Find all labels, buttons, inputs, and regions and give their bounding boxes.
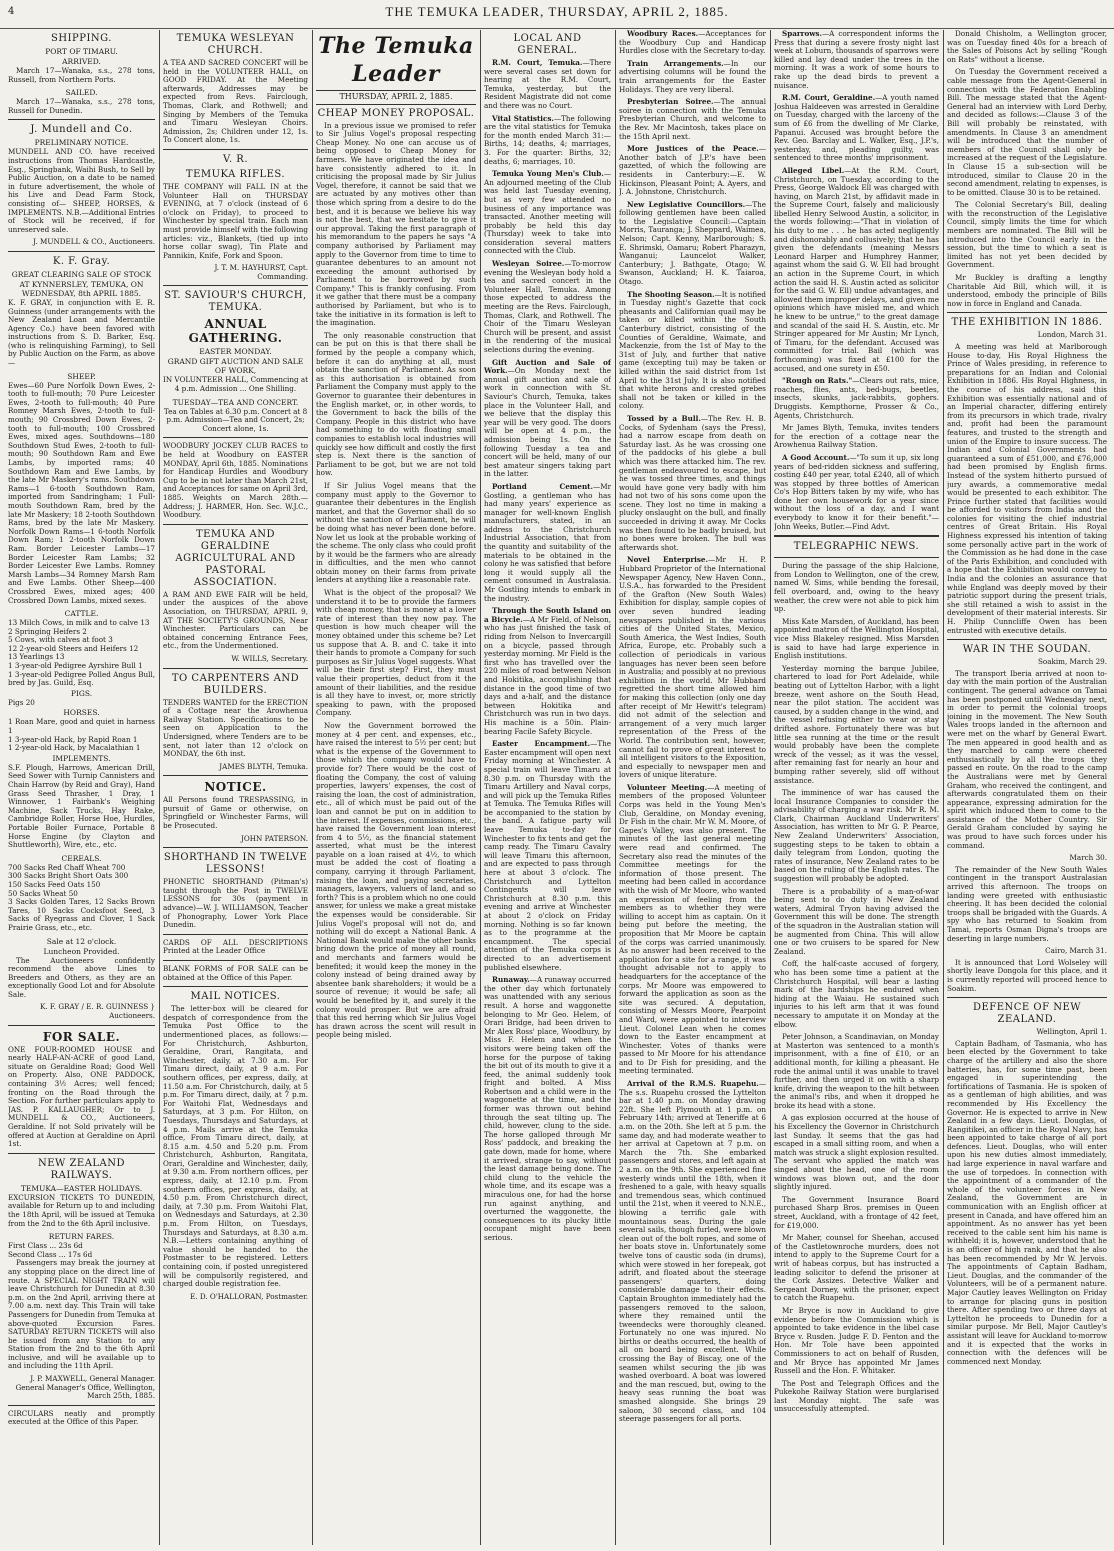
news-item: [774, 30, 939, 90]
divider: [163, 668, 308, 669]
pigs-line: Pigs 20: [8, 697, 35, 707]
cereals-line: 700 Sacks Red Chaff Wheat 700: [8, 862, 126, 872]
news-text: —It is notified in Tuesday night's Gazette that cock pheasants and Californian quail may be taken or killed within the South Canterbury district, consisting of the Counties of Geraldine, Waimate, and Mackenzie, from the 1st of May to the 31st of July, and further that native game (excepting tui) may be taken or killed within the said district from 1st April to the 31st July. It is also notified that white herons and crested grebes shall not be taken or killed in the colony.: [619, 289, 766, 411]
divider: [163, 986, 308, 987]
news-lead: Gift Auction and Sale of Work.: [484, 357, 611, 376]
wesleyan-text: A TEA AND SACRED CONCERT will be held in the VOLUNTEER HALL, on GOOD FRIDAY. At the Meeting afterwards, Addresses may be expected from Revs. Fairclough, Thomas, Clark, and Rothwell; and Singing by Members of the Temuka and Timaru Wesleyan Choirs. Admission, 2s; Children under 12, 1s. To Concert alone, 1s.: [163, 58, 308, 145]
shorthand-heading: SHORTHAND IN TWELVE LESSONS!: [163, 852, 308, 876]
gift-auction-heading: GRAND GIFT AUCTION AND SALE OF WORK,: [167, 357, 304, 376]
news-item: [619, 60, 766, 94]
agricultural-text: A RAM AND EWE FAIR will be held, under the auspices of the above Association, on THURSDAY, APRIL 9, AT THE SOCIETY'S GROUNDS, Near Winchester. Particulars can be obtained concerning Entrance Fees, etc., from the Undermentioned.: [163, 589, 308, 651]
news-lead: Through the South Island on a Bicycle.: [484, 606, 611, 624]
divider: [163, 960, 308, 961]
news-lead: More Justices of the Peace.: [627, 144, 759, 154]
news-text: —The following are the vital statistics for Temuka for the month ended March 31:—Births, 14; deaths, 4; marriages, 3. For the quarter: Births, 32; deaths, 6; marriages, 10.: [484, 113, 611, 166]
news-text: —On Monday next the annual gift auction and sale of work in connection with St. Saviour's Church, Temuka, takes place in the Volunteer Hall, and we believe that the display this year will be very good. The doors will be open at 4 p.m., the admission being 1s. On the following Tuesday a tea and concert will be held, many of our best amateur singers taking part in the latter.: [484, 366, 611, 479]
issue-date: THURSDAY, APRIL 2, 1885.: [316, 90, 476, 105]
divider: [774, 535, 939, 537]
telegraphic-item: Coff, the half-caste accused of forgery, who has been some time a patient at the Christchurch Hospital, will bear a lasting mark of the hardships he endured when hiding at the Waiau. He sustained such injuries to his left arm that it was found necessary to amputate it on Monday at the elbow.: [774, 959, 939, 1029]
editorial-paragraph: What is the object of the proposal? We understand it to be to provide the farmers with cheap money, that is money at a lower rate of interest than they now pay. The question is how much cheaper will the money obtained under this scheme be? Let us suppose that A. B. and C. take it into their hands to promote a Company for such purposes as Sir Julius Vogel suggests. What will be their first step? First, they must value their properties, deduct from it the amount of their liabilities, and the residue is all they have to invest, or, more strictly speaking to pawn, with the proposed Company.: [316, 588, 476, 718]
defence-dateline: Wellington, April 1.: [1036, 1027, 1107, 1037]
exhibition-heading: THE EXHIBITION IN 1886.: [951, 317, 1103, 329]
war-dateline: Soakim, March 29.: [1037, 657, 1107, 667]
gray-heading: K. F. Gray.: [52, 255, 111, 267]
column-rule: [943, 30, 944, 1545]
news-text: —The Easter encampment will open next Friday morning at Winchester. A special train will leave Timaru at 8.30 p.m. on Thursday with the Timaru Artillery and Naval corps, and will pick up the Temuka Rifles at Temuka. The Temuka Rifles will be accompanied to the station by the band. A fatigue party will leave Temuka to-day for Winchester to fix tents and get the camp ready. The Timaru Cavalry will leave Timaru this afternoon, and are expected to pass through here at about 3 o'clock. The Christchurch and Lyttelton Contingents will leave Christchurch at 8.30 p.m. this evening and arrive at Winchester at about 2 o'clock on Friday morning. Nothing is so far known as to the programme at the encampment. The special attention of the Temuka corps is directed to an advertisement published elsewhere.: [484, 739, 611, 972]
news-text: —At the R.M. Court, Christchurch, on Tuesday, according to the Press, George Waldock Ell was charged with having, on March 21st, by affidavit made in the Supreme Court, falsely and maliciously libelled Henry Selwood Austin, a solicitor, in the words following:—"That in violation of his duty to me . . . he has acted negligently and dishonorably and collusively; that he has given the defendants (meaning Messrs Leonard Harper and Humphrey Hanmer, against whom the said G. W. Ell had brought an action in the Supreme Court, in which action the said H. S. Austin acted as solicitor for the said G. W. Ell) undue advantages, and allowed them improper delays, and given me opinions which have misled me, and which he knew to be untrue," to the great damage and scandal of the said H. S. Austin, etc. Mr Stringer appeared for Mr Austin; Mr Lynch, of Timaru, for the defendant. Accused was committed for trial. Bail (which was forthcoming) was fixed at £100 for the accused, and one surety in £50.: [774, 165, 939, 373]
divider: [8, 1025, 155, 1026]
telegraphic-item: Mr Bryce is now in Auckland to give evidence before the Commission which is appointed to take evidence in the libel case Bryce v. Rusden. Judge F. D. Fenton and the Hon. Mr Tole have been appointed Commissioners to act on behalf of Rusden, and Mr Bryce has appointed Mr James Russell and the Hon. F. Whitaker.: [774, 1305, 939, 1376]
horses-heading: HORSES.: [63, 708, 100, 718]
divider: [163, 934, 308, 935]
news-lead: Temuka Young Men's Club.: [492, 169, 604, 179]
editorial-paragraph: Now the Government borrowed the money at 4 per cent. and expenses, etc., have raised the interest to 5½ per cent; but what is the expense of the Government to those which the company would have to provide for? There would be the cost of floating the Company, the cost of valuing properties, lawyers' expenses, the cost of raising the loan, the cost of administration, etc., all of which must be paid out of the loan and cannot be put on in addition to the interest. If expenses, commissions, etc., have raised the Government loan interest from 4 to 5½, as the financial statement asserted, what must be the interest payable on a loan raised at 4½, to which must be added the cost of floating a company, carrying it through Parliament, raising the loan, and paying secretaries, managers, lawyers, valuers of land, and so forth? This is a problem which no one could answer, for unless we make a great mistake the expenses would be considerable. Sir Julius Vogel's proposal will not do, and nothing will do except a National Bank. A National Bank would make the other banks bring down the price of money all round, and merchants and farmers would be benefited; it would keep the money in the colony instead of being drained away by absentee bank shareholders; it would be a source of revenue; it would be safe; all would be benefited by it, and surely it the colony would prosper. But we are afraid that this red herring which Sir Julius Vogel has drawn across the scent will result in people being misled.: [316, 720, 476, 1040]
local-general-heading: LOCAL AND GENERAL.: [513, 33, 582, 56]
fares-heading: RETURN FARES.: [48, 1232, 115, 1242]
exhibition-dateline: London, March 31.: [1037, 330, 1107, 340]
prelim-heading: PRELIMINARY NOTICE.: [34, 138, 129, 148]
agricultural-signature: W. WILLS, Secretary.: [231, 653, 308, 663]
telegraphic-item: There is a probability of a man-of-war being sent to do duty in New Zealand waters, Admiral Tryon having advised the Government this will be done. The strength of the squadron in the Australian station will be augmented from China. This will allow one or two cruisers to be spared for New Zealand.: [774, 886, 939, 956]
news-item: [619, 201, 766, 287]
news-item: [619, 784, 766, 1076]
news-text: —A Mr Field, of Nelson, who has just finished the task of riding from Nelson to Invercargill on a bicycle, passed through yesterday morning. Mr Field is the first who has travelled over the 220 miles of road between Nelson and Hokitika, accomplishing that distance in the good time of two days and a-half, and the distance between Hokitika and Christchurch was run in two days. His machine is a 50in. Plain-bearing Facile Safety Bicycle.: [484, 614, 611, 736]
telegraphic-item: During the passage of the ship Halcione, from London to Wellington, one of the crew, named W. Sims, while bending the foresail, fell overboard, and, owing to the heavy weather, the crew were not able to pick him up.: [774, 561, 939, 614]
sheep-text: Ewes—60 Pure Norfolk Down Ewes, 2-tooth to full-mouth; 70 Pure Leicester Ewes, 2-tooth to full-mouth; 40 Pure Romney Marsh Ewes, 2-tooth to full-mouth; 90 Crossbred Down Ewes, 2-tooth to full-mouth; 100 Crossbred Ewes, mixed ages. Southdowns—180 Southdown Stud Ewes, 2-tooth to full-mouth; 90 Southdown Ram and Ewe Lambs, by imported rams; 40 Southdown Ram and Ewe Lambs, by the late Mr Maskery's rams. Southdown Rams—1 6-tooth Southdown Ram, imported from Sandringham; 1 Full-mouth Southdown Ram, bred by the late Mr Maskery; 18 2-tooth Southdown Rams, bred by the late Mr Maskery. Norfolk Down Rams—1 6-tooth Norfolk Down Ram; 1 2-tooth Norfolk Down Ram. Border Leicester Lambs—17 Border Leicester Ram Lambs; 32 Border Leicester Ewe Lambs. Romney Marsh Lambs—34 Romney Marsh Ram and Ewe Lambs. Other Sheep—400 Crossbred Ewes, mixed ages; 400 Crossbred Down Lambs, mixed sexes.: [8, 380, 155, 605]
horses-line: 1 2-year-old Hack, by Macalathian 1: [8, 743, 141, 753]
news-lead: R.M. Court, Temuka.: [492, 58, 583, 67]
news-text: —To-morrow evening the Wesleyan body hold a tea and sacred concert in the Volunteer Hall, Temuka. Among those expected to address the meeting are the Revs. Fairclough, Thomas, Clark, and Rothwell. The Choir of the Timaru Wesleyan Church will be present, and assist in the rendering of the musical selections during the evening.: [484, 259, 611, 354]
mail-signature: E. D. O'HALLORAN, Postmaster.: [190, 1291, 308, 1301]
page-number: 4: [8, 6, 15, 17]
news-lead: A Good Account.: [782, 452, 850, 462]
news-lead: Sparrows.: [782, 30, 822, 38]
circulars-notice: CIRCULARS neatly and promptly executed at the Office of this Paper.: [8, 1408, 155, 1427]
divider: [163, 437, 308, 438]
cereals-text: 3 Sacks Golden Tares, 12 Sacks Brown Tares, 10 Sacks Cocksfoot Seed, 3 Sacks of Ryegrass and Clover, 1 Sack Prairie Grass, etc., etc.: [8, 897, 155, 932]
clearing-at: AT KYNNERSLEY, TEMUKA, ON WEDNESDAY, 8th APRIL 1885.: [19, 279, 144, 298]
news-item: [484, 115, 611, 167]
news-text: —A correspondent informs the Press that during a severe frosty night last week at Loburn, thousands of sparrows were killed and lay dead under the trees in the morning. It was a work of some hours to rake up the dead birds to prevent a nuisance.: [774, 30, 939, 90]
column-5-local-news: [619, 30, 766, 1545]
railways-subheading: TEMUKA—EASTER HOLIDAYS.: [20, 1183, 143, 1193]
editorial-paragraph: If Sir Julius Vogel means that the company must apply to the Governor to guarantee their debentures in the English market, and that the Governor shall do so without the sanction of Parliament, he will be doing what has never been done before. Now let us look at the probable working of the scheme. The only class who could profit by it would be the farmers who are already in difficulties, and the men who cannot obtain money on their farms from private lenders at anything like a reasonable rate.: [316, 480, 476, 585]
exhibition-text: A meeting was held at Marlborough House to-day, His Royal Highness the Prince of Wales presiding, in reference to preparations for an Indian and Colonial Exhibition in 1886. His Royal Highness, in the course of his address, said this Exhibition was essentially national and of an Imperial character, differing entirely from its precursors in which trade, rivalry and, profit had been the paramount features, and trusted to the strength and union of the Empire to insure success. The Indian and Colonial Governments had guaranteed a sum of £51,000, and £76,000 had been promised by English firms. Instead of the system hitherto pursued of jury awards, a commemorative medal would be presented to each exhibitor. The Prince further stated that facilities would be afforded to visitors from India and the colonies for visiting the chief industrial centres of Great Britain. His Royal Highness expressed his intention of taking some personally active part in the work of the Commission as he had done in the case of the Paris Exhibition, and concluded with a hope that the Exhibition would convey to India and the colonies an assurance that while England was deeply moved by their patriotic support during the present trials, she still retained a wish to assist in the development of their material interests. Sir H. Philip Cunncliffe Owen has been entrusted with executive details.: [947, 342, 1107, 635]
news-text: —A youth named Joshua Haldeeven was arrested in Geraldine on Tuesday, charged with the larceny of the sum of £6 from the dwelling of Mr Clarke, Papanui. Accused was brought before the Rev. Geo. Barclay and L. Walker, Esq., J.P.'s, yesterday, and, pleading guilty, was sentenced to three months' imprisonment.: [774, 93, 939, 163]
news-text: —Mr Gostling, a gentleman who has had many years' experience as manager for well-known English manufacturers, stated, in an address to the Christchurch Industrial Association, that from the quantity and suitability of the materials to be obtained in the colony he was satisfied that before long it would supply all the cement consumed in Australasia. Mr Gostling intends to embark in the industry.: [484, 481, 611, 603]
divider: [8, 1153, 155, 1154]
telegraphic-heading: TELEGRAPHIC NEWS.: [793, 541, 920, 553]
mundell-heading: J. Mundell and Co.: [30, 124, 133, 136]
news-lead: New Legislative Councillors.: [627, 199, 746, 209]
running-head: [0, 0, 1114, 29]
news-lead: Volunteer Meeting.: [627, 782, 708, 792]
news-item: [484, 740, 611, 972]
cattle-line: 1 3-year-old Pedigree Polled Angus Bull, bred by Jas. Guild, Esq.: [8, 669, 155, 688]
newspaper-nameplate: The Temuka Leader: [318, 33, 474, 87]
notice-signature: JOHN PATERSON.: [241, 833, 308, 843]
pigs-heading: PIGS.: [70, 688, 93, 698]
news-text: —There were several cases set down for hearing at the R.M. Court, Temuka, yesterday, but the Resident Magistrate did not come and there was no Court.: [484, 58, 611, 110]
war-text: The remainder of the New South Wales contingent in the transport Australasian arrived this afternoon. The troops on landing were greeted with enthusiastic cheering. It has been decided the colonial troops shall be brigaded with the Guards. A spy who has returned to Soakim from Tamai, reports Osman Digna's troops are deserting in large numbers.: [947, 864, 1107, 943]
railways-text-2: Passengers may break the journey at any stopping place on the direct line of route. A SPECIAL NIGHT TRAIN will leave Christchurch for Dunedin at 8.30 p.m. on the 2nd April, arriving there at 7.00 a.m. next day. This Train will take Passengers for Dunedin from Temuka at above-quoted Excursion Fares. SATURDAY RETURN TICKETS will also be issued from any Station to any Station from the 2nd to the 6th April inclusive, and will be available up to and including the 11th April.: [8, 1258, 155, 1371]
column-7-news: [947, 30, 1107, 1545]
telegraphic-item: Mr Maher, counsel for Sheehan, accused of the Castletownroche murders, does not intend to apply to the Supreme Court for a writ of habeas corpus, but has instructed a leading solicitor to defend the prisoner at the Cork Assizes. Detective Walker and Sergeant Dorney, with the prisoner, expect to catch the Ruapehu.: [774, 1233, 939, 1303]
builders-signature: JAMES BLYTH, Temuka.: [219, 761, 308, 771]
fare-line: First Class ... 23s 6d: [8, 1241, 83, 1251]
tea-concert-text: Tea on Tables at 6.30 p.m. Concert at 8 p.m. Admission—Tea and Concert, 2s; Concert alone, 1s.: [163, 406, 308, 433]
column-rule: [615, 30, 616, 1545]
port-heading: PORT OF TIMARU.: [45, 47, 118, 56]
cereals-line: 300 Sacks Bright Short Oats 300: [8, 871, 129, 881]
news-text: —A runaway occurred the other day which fortunately was unattended with any serious result. A horse and waggonette belonging to Mr Geo. Helem, of Orari Bridge, had been driven to Mr Alex Ross' place, Woodbury, by Miss F. Helem and when the visitors were being taken off the horse for the purpose of taking the bit out of its mouth to give it a feed, the animal suddenly took fright and bolted. A Miss Robertson and a child were in the waggonette at the time, and the former was thrown out behind through the seat tilting up. The child, however, clung to the side. The horse galloped through Mr Ross' paddock, and breaking the gate down, made for home, where it arrived, strange to say, without the least damage being done. The child clung to the vehicle the whole time, and its escape was a miraculous one, for had the horse run against anything, and overturned the waggonette, the consequences to its plucky little occupant might have been serious.: [484, 975, 611, 1242]
war-dateline: Cairo, March 31.: [1045, 946, 1107, 956]
implements-text: S.F. Plough, Harrows, American Drill, Seed Sower with Turnip Cannisters and Chain Harrow (by Reid and Gray), Hand Grass Seed Thrasher, 1 Dray, 1 Winnower, 1 Fairbank's Weighing Machine, Sack Trucks, Hay Rake, Cambridge Roller, Horse Hoe, Hurdles, Portable Boiler Furnace, Portable 8 Horse Engine (by Clayton and Shuttleworth), Wire, etc., etc.: [8, 762, 155, 850]
news-item: [484, 976, 611, 1242]
news-item: [484, 59, 611, 111]
recommend-text: The Auctioneers confidently recommend the above Lines to Breeders and Others, as they are an exceptionally Good Lot and for Absolute Sale.: [8, 955, 155, 999]
cattle-line: 13 Yearlings 13: [8, 652, 65, 662]
cereals-heading: CEREALS.: [61, 853, 102, 863]
news-item: [774, 377, 939, 420]
editorial-heading: CHEAP MONEY PROPOSAL.: [317, 107, 475, 119]
news-text: —The Rev. H. B. Cocks, of Sydenham (says the Press), had a narrow escape from death on Saturday last. As he was crossing one of the paddocks of his glebe a bull which was there attacked him. The rev. gentleman endeavoured to escape, but he was tossed three times, and things would have gone very badly with him had not two of his sons come upon the scene. They lost no time in making a plucky onslaught on the bull, and finally succeeded in driving it away. Mr Cocks was then found to be badly bruised, but no bones were broken. The bull was afterwards shot.: [619, 413, 766, 552]
cattle-line: 12 2-year-old Steers and Heifers 12: [8, 643, 139, 653]
rifles-signature: J. T. M. HAYHURST, Capt. Commanding.: [214, 263, 308, 281]
news-paragraph: Mr Buckley is drafting a lengthy Charitable Aid Bill, which will, it is understood, embody the principle of Bills now in force in England and Canada.: [947, 273, 1107, 308]
news-paragraph: On Tuesday the Government received a cable message from the Agent-General in connection with the Federation Enabling Bill. The message stated that the Agent-General had an interview with Lord Derby, and decided as follows:—Clause 3 of the Bill will probably be reinstated, with amendments. In Clause 3 an amendment will be introduced that the number of members of the Council shall only be increased at the request of the Legislature. In Clause 15 a sub-section will be introduced, similar to Clause 20 in the second amendment, relating to expenses, is to be omitted. Clause 30 is to be retained.: [947, 67, 1107, 197]
prelim-text: MUNDELL AND CO. have received instructions from Thomas Hardcastle, Esq., Springbank, Waihi Bush, to Sell by Public Auction, on a date to be named in future advertisement, the whole of his Live and Dead Farm Stock, consisting of— SHEEP, HORSES, & IMPLEMENTS. N.B.—Additional Entries of Stock will be received, if for unreserved sale.: [8, 147, 155, 234]
sailed-heading: SAILED.: [65, 88, 98, 98]
divider: [163, 524, 308, 525]
clearing-heading: GREAT CLEARING SALE OF STOCK: [11, 269, 152, 279]
cereals-line: 150 Sacks Feed Oats 150: [8, 879, 101, 889]
war-text: The transport Iberia arrived at noon to-day with the main portion of the Australian contingent. The general advance on Tamai has been postponed until Wednesday next, in order to permit the colonial troops joining in the movement. The New South Wales troops landed in the afternoon and were met on the wharf by General Ewart. The men appeared in good health and as they marched to camp were cheered enthusiastically by all the troops they passed en route. On the road to the camp the Australians were met by General Graham, who received the contingent, and afterwards congratulated them on their appearance, expressing admiration for the spirit which induced them to come to the assistance of the Mother Country. Sir Gerald Graham concluded by saying he was proud to have such forces under his command.: [947, 668, 1107, 850]
shorthand-text: PHONETIC SHORTHAND (Pitman's) taught through the Post in TWELVE LESSONS for 30s (payment in advance)—W. J. WILLIAMSON, Teacher of Phonography, Lower York Place Dunedin.: [163, 877, 308, 930]
column-rule: [480, 30, 481, 1545]
column-rule: [312, 30, 313, 1545]
divider: [8, 1405, 155, 1406]
news-lead: Wesleyan Soiree.: [492, 259, 565, 269]
column-4-local-news: [484, 30, 611, 1545]
news-lead: Alleged Libel.: [782, 165, 845, 175]
prelim-signature: J. MUNDELL & CO., Auctioneers.: [33, 237, 155, 247]
divider: [947, 312, 1107, 313]
divider: [163, 285, 308, 286]
defence-heading: DEFENCE OF NEW ZEALAND.: [972, 1002, 1082, 1026]
implements-heading: IMPLEMENTS.: [52, 753, 111, 763]
news-item: [484, 359, 611, 479]
war-text: It is announced that Lord Wolseley will shortly leave Dongola for this place, and it is currently reported will proceed hence to Soakim.: [947, 957, 1107, 993]
cattle-line: 1 3-year-old Pedigree Ayrshire Bull 1: [8, 661, 143, 671]
clearing-text: K. F. GRAY, in conjunction with E. R. Guinness (under arrangements with the New Zealand Loan and Mercantile Agency Co.) have been favored with instructions from S. D. Barker, Esq. (who is relinquishing Farming), to Sell by Public Auction on the Farm, as above—: [8, 297, 155, 368]
agricultural-heading: TEMUKA AND GERALDINE AGRICULTURAL AND PASTORAL ASSOCIATION.: [175, 528, 296, 588]
news-paragraph: Donald Chisholm, a Wellington grocer, was on Tuesday fined 40s for a breach of the Sales of Poisons Act by selling "Rough on Rats" without a license.: [947, 30, 1107, 64]
easter-monday: EASTER MONDAY.: [199, 347, 272, 357]
war-heading: WAR IN THE SOUDAN.: [962, 644, 1092, 656]
for-sale-text: ONE FOUR-ROOMED HOUSE and nearly HALF-AN-ACRE of good Land, situate on Geraldine Road; Good Well on Property. Also, ONE PADDOCK, containing 3½ Acres; well fenced; fronting on the Road through the Section. For further particulars apply to JAS. P. KALLAUGHER; Or to J. MUNDELL & CO., Auctioneers, Geraldine. If not Sold privately will be offered at Auction at Geraldine on April 1st.: [8, 1044, 155, 1149]
news-item: [619, 415, 766, 553]
cereals-line: 50 Sacks Wheat 50: [8, 888, 78, 898]
gray-signature: K. F. GRAY / E. R. GUINNESS } Auctioneers.: [39, 1002, 155, 1021]
fare-line: Second Class ... 17s 6d: [8, 1249, 93, 1259]
divider: [947, 997, 1107, 998]
news-text: —A meeting of members of the proposed Volunteer Corps was held in the Young Men's Club, Geraldine, on Monday evening, Dr Fish in the chair. Mr W. M. Moore, of Gapes's Valley, was also present. The minutes of the last general meeting were read and confirmed. The Secretary also read the minutes of the Committee meetings for the information of those present. The meeting had been called in accordance with the wish of Mr Moore, who wanted an expression of feeling from the members as to whether they were willing to accept him as captain. On it being put before the meeting, the proposition that Mr Moore be captain of the corps was carried unanimously. As no answer had been received to the application for a site for a range, it was thought advisable not to apply to headquarters for the acceptance of the corps. Mr Moore was empowered to forward the application as soon as the site was secured. A deputation, consisting of Messrs Moore, Pearpoint and Ward, were appointed to interview Lieut. Colonel Lean when he comes down to the Easter encampment at Winchester. Votes of thanks were passed to Mr Moore for his attendance and to Dr Fish for presiding, and the meeting terminated.: [619, 782, 766, 1076]
editorial-paragraph: In a previous issue we promised to refer to Sir Julius Vogel's proposal respecting Cheap Money. No one can accuse us of being opposed to Cheap Money for farmers. We have originated the idea and have consistently adhered to it. In criticising the proposal made by Sir Julius Vogel, therefore, it cannot be said that we are actuated by any motives other than those which spring from a desire to do the best, and it is because we believe his way is not the best, that we hesitate to give it our approval. Taking the first paragraph of his memorandum to the papers he says "A company authorised by Parliament may apply to the Governor from time to time to guarantee debentures to an amount not exceeding the amount authorised by Parliament to be borrowed by such Company." This is frankly confusing. From it we gather that there must be a company authorised by Parliament, but who is to take the initiative in its formation is left to the imagination.: [316, 120, 476, 328]
horses-line: 1 3-year-old Hack, by Rapid Roan 1: [8, 734, 138, 744]
divider: [163, 149, 308, 150]
sailed-text: March 17—Wanaka, s.s., 278 tons, Russell for Dunedin.: [8, 97, 155, 115]
builders-heading: TO CARPENTERS AND BUILDERS.: [171, 672, 300, 696]
divider: [163, 847, 308, 848]
railways-signature: J. P. MAXWELL, General Manager. General Manager's Office, Wellington, March 25th, 1885.: [15, 1374, 155, 1401]
news-lead: Presbyterian Soiree.: [627, 97, 714, 107]
column-3-editorial: [316, 30, 476, 1545]
news-text: —In our advertising columns will be found the train arrangements for the Easter Holidays. They are very liberal.: [619, 58, 766, 94]
mail-notices-heading: MAIL NOTICES.: [190, 991, 281, 1003]
divider: [163, 775, 308, 776]
news-lead: Train Arrangements.: [627, 58, 724, 68]
news-text: —The following gentlemen have been called to the Legislative Council:—Captain Morris, Tauranga; J. Sheppard, Waimea, Nelson; Capt. Kenny, Marlborough; S. E. Shrimski, Oamaru; Robert Pharazyn, Wanganui; Launcelot Walker, Canterbury; J. Bathgate, Otago; W. Swanson, Auckland; H. K. Taiaroa, Otago.: [619, 199, 766, 287]
jockey-club-text: WOODBURY JOCKEY CLUB RACES to be held at Woodbury on EASTER MONDAY, April 6th, 1885. Nominations for Handicap Hurdles and Woodbury Cup to be in not later than March 21st, and Acceptances for same on April 3rd, 1885. Weights on March 28th.—Address; J. HARMER, Hon. Sec. W.J.C., Woodbury.: [163, 441, 308, 520]
notice-heading: NOTICE.: [204, 780, 267, 795]
cattle-line: 5 Cows, with calves at foot 3: [8, 635, 113, 645]
rifles-heading: TEMUKA RIFLES.: [185, 168, 286, 180]
cattle-line: 2 Springing Heifers 2: [8, 626, 87, 636]
news-text: —Acceptances for the Woodbury Cup and Handicap Hurdles close with the Secretary to-day.: [619, 30, 766, 56]
news-text: —"To sum it up, six long years of bed-ridden sickness and suffering, costing £40 per year, total £240, all of which was stopped by three bottles of American Co's Hop Bitters taken by my wife, who has done her own housework for a year since without the loss of a day, and I want everybody to know it for their benefit."—John Weeks, Butler.—Find Advt.: [774, 452, 939, 531]
news-item: [619, 98, 766, 141]
news-item: [484, 170, 611, 256]
column-rule: [159, 30, 160, 1545]
railways-heading: NEW ZEALAND RAILWAYS.: [37, 1157, 126, 1181]
editorial-paragraph: The only reasonable construction that can be put on this is that there shall be formed by the people a company which, before it can do anything at all, must obtain the sanction of Parliament. As soon as this authorisation is obtained from Parliament the Company must apply to the Governor to guarantee their debentures in the English market, or, in other words, to the Government to back the bills of the Company. People in this district who have had something to do with floating small companies to establish local industries will quickly see how difficult and costly the first step is. Next there is the sanction of Parliament to be got, but we are not told how.: [316, 330, 476, 478]
news-lead: Vital Statistics.: [492, 113, 554, 123]
telegraphic-item: Miss Kate Marsden, of Auckland, has been appointed matron of the Wellington Hospital, vice Miss Blakeley resigned. Miss Marsden is said to have had large experience in English institutions.: [774, 616, 939, 661]
arrived-text: March 17—Wanaka, s.s., 278 tons, Russell, from Northern Ports.: [8, 66, 155, 84]
divider: [947, 639, 1107, 640]
news-item: [774, 454, 939, 531]
telegraphic-item: A gas explosion occurred at the house of his Excellency the Governor in Christchurch last Sunday. It seems that the gas had escaped in a small sitting room, and when a match was struck a slight explosion resulted. The servant who applied the match was singed about the head, one of the room windows was blown out, and the door slightly injured.: [774, 1113, 939, 1192]
news-lead: Tossed by a Bull.: [627, 413, 701, 423]
arrived-heading: ARRIVED.: [62, 57, 101, 66]
news-item: [619, 291, 766, 411]
news-item: [484, 483, 611, 603]
news-text: —An adjourned meeting of the Club was held last Tuesday evening, but as very few attended no business of any importance was transacted. Another meeting will probably be held this day (Thursday) week to take into consideration several matters connected with the Club.: [484, 169, 611, 256]
running-head-title: THE TEMUKA LEADER, THURSDAY, APRIL 2, 1885.: [385, 4, 729, 19]
tea-concert-heading: TUESDAY—TEA AND CONCERT.: [172, 397, 299, 407]
news-text: —Another batch of J.P.'s have been gazetted, of which the following are residents in Canterbury:—E. W. Hickinson, Pleasant Point; A. Ayers, and J. A. Johnstone, Christchurch.: [619, 144, 766, 197]
column-1-advertisements: [8, 30, 155, 1545]
news-lead: Arrival of the R.M.S. Ruapehu.: [627, 1079, 759, 1089]
gift-auction-text: IN VOLUNTEER HALL, Commencing at 4 p.m. Admission ... One Shilling.: [163, 375, 308, 394]
news-lead: Portland Cement.: [492, 481, 594, 491]
notice-text: All Persons found TRESPASSING, in pursuit of Game or otherwise, on Springfield or Winchester Farms, will be Prosecuted.: [163, 795, 308, 831]
telegraphic-item: The Government Insurance Board purchased Sharp Bros. premises in Queen street, Auckland, with a frontage of 42 feet, for £19,000.: [774, 1194, 939, 1230]
news-item: [484, 607, 611, 736]
news-item: [484, 260, 611, 355]
telegraphic-item: The imminence of war has caused the local Insurance Companies to consider the advisability of charging a war risk. Mr R. M. Clark, Chairman Auckland Underwriters' Association, has written to Mr G. P. Pearce, New Zealand Underwriters' Association, suggesting steps to be taken to obtain a daily telegram from London, quoting the rates of insurance, New Zealand rates to be based on the ruling of the English rates. The suggestion will probably be adopted.: [774, 788, 939, 884]
rifles-text: THE COMPANY will FALL IN at the Volunteer Hall on THURSDAY EVENING, at 7 o'clock (instead of 6 o'clock on Friday), to proceed to Winchester by special train. Each man must provide himself with the following articles: viz., Blankets, (tied up into horse collar swag), Tin Plate and Pannikin, Knife, Fork and Spoon.: [163, 181, 308, 260]
cards-notice: CARDS OF ALL DESCRIPTIONS Printed at the Leader Office: [163, 937, 308, 956]
sale-time: Sale at 12 o'clock.: [46, 936, 117, 946]
news-text: —The s.s. Ruapehu crossed the Lyttelton bar at 1.40 p.m. on Monday drawing 22ft. She left Plymouth at 1 p.m. on February 14th; arrived at Teneriffe at 6 a.m. on the 20th. She left at 5 p.m. the same day, and had moderate weather to her arrival at Capetown at 7 p.m. on March the 7th. She embarked passengers and stores, and left again at 2 a.m. on the 9th. She experienced fine westerly winds until the 18th, when it freshened to a gale, with heavy squalls and tremendous seas, which continued until the 21st, when it veered to N.N.E., blowing a terrific gale with mountainous seas. During the gale several sails, though furled, were blown clean out of the bolt ropes, and some of her boats stove in. Unfortunately some twelve tons of caustic soda (in drums), which were stowed in her forepeak, got adrift, and floated about the steerage passengers' quarters, doing considerable damage to their effects. Captain Broughton immediately had the passengers removed to the saloon, where they remained until the tweendecks were thoroughly cleaned. Fortunately no one was injured. No births or deaths occurred, the health of all on board being excellent. While crossing the Bay of Biscay, one of the seamen whilst securing the jib was washed overboard. A boat was lowered and the man rescued, but, owing to the heavy seas running the boat was smashed alongside. She brings 29 saloon, 30 second class, and 104 steerage passengers for all ports.: [619, 1079, 766, 1424]
divider: [8, 119, 155, 120]
defence-text: Captain Badham, of Tasmania, who has been elected by the Government to take charge of the artillery and also the shore batteries, has, for some time past, been engaged in superintending the fortifications of Tasmania. He is spoken of as a gentleman of high abilities, and was recommended by His Excellency the Governor. He is expected to arrive in New Zealand in a few days. Lieut. Douglas, of Rangitikei, an officer in the Royal Navy, has been appointed to take charge of all port defences. Lieut. Douglas, who will enter upon his new duties almost immediately, had large experience in naval warfare and the use of torpedoes. In connection with the appointment of a commander of the whole of the volunteer forces in New Zealand, the Government are in communication with an English officer at present in Canada, and have offered him an appointment. As no answer has yet been received to the cable sent him his name is withheld; it is, however, understood that he is an officer of high rank, and that he also has been recommended by Mr W. Jervois. The appointments of Captain Badham, Lieut. Douglas, and the commander of the Volunteers, will be of a permanent nature. Major Cautley leaves Wellington on Friday to arrange for placing guns in position there. After spending two or three days at Lyttelton he proceeds to Dunedin for a similar purpose. Mr Bell, Major Cautley's assistant will leave for Auckland to-morrow and it is expected that the works in connection with the defences will be commenced next Monday.: [947, 1038, 1107, 1366]
news-item: [774, 94, 939, 163]
sheep-heading: SHEEP.: [67, 371, 96, 381]
cattle-line: 13 Milch Cows, in milk and to calve 13: [8, 618, 150, 628]
news-item: [619, 145, 766, 197]
news-text: —Clears out rats, mice, roaches, flies, ants, bed-bugs, beetles, insects, skunks, jack-rabbits, gophers. Druggists. Kempthorne, Prosser & Co., Agents, Christchurch.: [774, 376, 939, 420]
column-6-news: [774, 30, 939, 1545]
news-text: —Mr H. P. Hubbard Proprietor of the International Newspaper Agency, New Haven Conn., U.S.A., has forwarded to the President of the Grafton (New South Wales) Exhibition for display, sample copies of over seven hundred leading newspapers published in the various cities of the United States, Mexico, South America, the West Indies, South Africa, Europe, etc. Probably such a collection of periodicals in various languages has never been seen before in Australia; and possibly at no previous exhibition in the world. Mr Hubbard regretted the short time allowed him for making this collection (only one day after receipt of Mr Hewitt's telegram) did not admit of the selection and arrangement of a very much larger representation of the Press of the World. The contribution sent, however, cannot fail to prove of great interest to all intelligent visitors to the Exposition, and especially to newspaper men and lovers of unique literature.: [619, 555, 766, 780]
news-lead: The Shooting Season.: [627, 289, 715, 299]
divider: [774, 557, 939, 558]
news-text: Mr James Blyth, Temuka, invites tenders for the erection of a cottage near the Arowhenua Railway Station.: [774, 423, 939, 450]
wesleyan-heading: TEMUKA WESLEYAN CHURCH.: [176, 33, 295, 56]
news-item: [774, 167, 939, 373]
telegraphic-item: Peter Johnson, a Scandinavian, on Monday at Masterton was sentenced to a month's imprisonment, with a fine of £10, or an additional month, for killing a pheasant. He rode the animal until it was unable to travel further, and then urged it on with a sharp knife, driving the weapon to the hilt between the animal's ribs, and when it dropped he broke its head with a stone.: [774, 1032, 939, 1110]
news-item: [619, 1080, 766, 1424]
news-item: [619, 556, 766, 779]
news-item: [619, 30, 766, 56]
railways-text: EXCURSION TICKETS TO DUNEDIN, available for Return up to and including the 18th April, will be issued at Temuka from the 2nd to the 6th April inclusive.: [8, 1192, 155, 1228]
column-rule: [770, 30, 771, 1545]
horses-line: 1 Roan Mare, good and quiet in harness 1: [8, 717, 155, 736]
luncheon: Luncheon Provided.: [43, 946, 120, 956]
news-lead: Novel Enterprise.: [627, 555, 708, 565]
news-lead: Woodbury Races.: [627, 30, 699, 38]
divider: [8, 251, 155, 252]
vr-heading: V. R.: [222, 153, 249, 165]
column-2-advertisements: [163, 30, 308, 1545]
telegraphic-item: The Post and Telegraph Offices and the Pukekohe Railway Station were burglarised last Monday night. The safe was unsuccessfully attempted.: [774, 1378, 939, 1414]
blank-forms-notice: BLANK FORMS of FOR SALE can be obtained at the Office of this Paper.: [163, 964, 308, 982]
st-saviours-heading: ST. SAVIOUR'S CHURCH, TEMUKA.: [164, 290, 307, 314]
cattle-heading: CATTLE.: [64, 609, 99, 619]
annual-gathering-heading: ANNUAL GATHERING.: [188, 317, 283, 346]
for-sale-heading: FOR SALE.: [42, 1029, 121, 1044]
news-item: [774, 424, 939, 450]
news-paragraph: The Colonial Secretary's Bill, dealing with the reconstruction of the Legislative Council, simply limits the time for which members are nominated. The Bill will be introduced into the Council early in the session, but the time to which a seat is limited has not yet been decided by Government.: [947, 200, 1107, 270]
news-lead: Runaway.: [492, 975, 530, 985]
news-lead: Easter Encampment.: [492, 739, 591, 749]
news-lead: R.M. Court, Geraldine.: [782, 93, 876, 103]
mail-notices-text: The letter-box will be cleared for despatch of correspondence from the Temuka Post Office to the undermentioned places, as follows:— For Christchurch, Ashburton, Geraldine, Orari, Rangitata, and Winchester, daily, at 7.30 a.m. For Timaru direct, daily, at 9 a.m. For southern offices, per express, daily, at 11.50 a.m. For Christchurch, daily, at 5 p.m. For Timaru direct, daily, at 7 p.m. For Waitohi Flat, Wednesdays and Saturdays, at 3 p.m. For Hilton, on Tuesdays, Thursdays and Saturdays, at 4 p.m. Mails arrive at the Temuka office, From Timaru direct, daily, at 8.15 a.m. 4.50 and 5.20 p.m. From Christchurch, Ashburton, Rangitata, Orari, Geraldine and Winchester, daily, at 9.30 a.m. From northern offices, per express, daily, at 12.10 p.m. From southern offices, per express, daily, at 4.50 p.m. From Christchurch direct, daily, at 7.30 p.m. From Waitohi Flat, on Wednesdays and Saturdays, at 2.30 p.m. From Hilton, on Tuesdays, Thursdays and Saturdays, at 8.30 a.m. N.B.—Letters containing anything of value should be handed to the Postmaster to be registered. Letters containing coin, if posted unregistered will be compulsorily registered, and charged double registration fee.: [163, 1004, 308, 1289]
shipping-heading: SHIPPING.: [51, 33, 112, 44]
builders-text: TENDERS WANTED for the ERECTION of a Cottage near the Arowhenua Railway Station. Specifications to be seen on Application to the Undersigned, where Tenders are to be sent, not later than 12 o'clock on MONDAY, the 6th inst.: [163, 697, 308, 759]
news-text: —The annual soiree in connection with the Temuka Presbyterian Church, and welcome to the Rev. Mr Macintosh, takes place on the 15th April next.: [619, 97, 766, 141]
war-dateline: March 30.: [1069, 853, 1107, 863]
telegraphic-item: Yesterday morning the barque Jubilee, chartered to load for Port Adelaide, while beating out of Lyttelton Harbor, with a light breeze, went ashore on the South Head, near the pilot station. The accident was caused, by a sudden change in the wind, and the vessel refusing either to wear or stay drifted ashore. Fortunately there was but little sea running at the time or the result would probably have been the complete wreck of the vessel; as it was the vessel, after remaining fast for nearly an hour and bumping rather severely, slid off without assistance.: [774, 663, 939, 785]
news-lead: "Rough on Rats.": [782, 376, 853, 386]
